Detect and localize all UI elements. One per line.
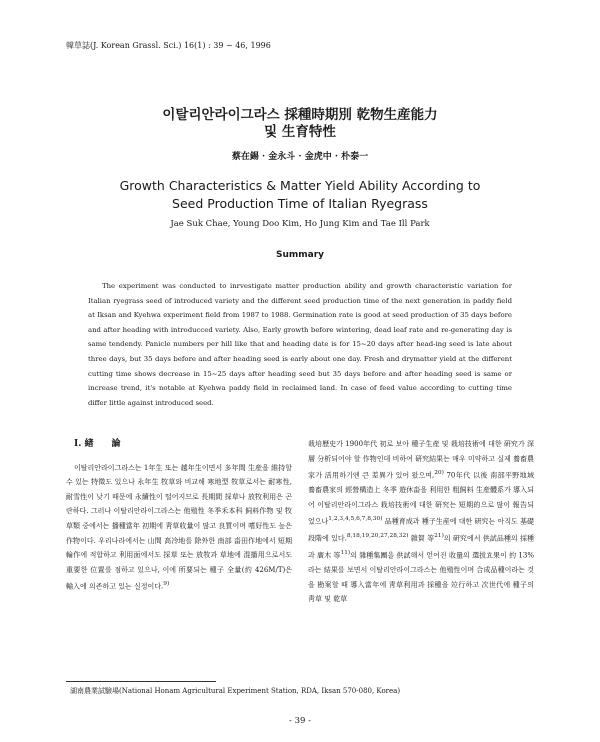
section-heading: I. 緖 論 bbox=[74, 439, 121, 449]
intro-text-right-4: 雜賀 等 bbox=[408, 534, 435, 543]
intro-text-right-1: 栽培歷史가 1900年代 初로 보아 種子生産 및 栽培技術에 대한 硏究가 深層 分析되어야 할 作物인데 비하여 硏究結果는 매우 미약하고 실제 養畜農家가 活用하기엔 큰 差異가 있어 왔으며, bbox=[308, 440, 534, 480]
intro-text-right-2: 70年代 以後 南部平野地域 養畜農家의 經營構造上 冬季 遊休畓을 利用한 粗飼料 生産體系가 導入되어 이탈리안라이그라스 栽培技術에 대한 硏究는 短期的으로 많이 報告되었으나 bbox=[308, 471, 534, 526]
korean-authors: 蔡在錫 · 金永斗 · 金虎中 · 朴泰一 bbox=[231, 152, 369, 162]
summary-heading: Summary bbox=[275, 250, 325, 260]
intro-text-right-3: 品種育成과 種子生産에 대한 硏究는 아직도 基礎 段階에 있다. bbox=[308, 517, 534, 543]
intro-paragraph-right bbox=[308, 437, 534, 607]
intro-text-right-5: 의 硏究에서 供試品種의 採種과 廣木 等 bbox=[308, 534, 534, 560]
english-title bbox=[60, 177, 540, 213]
citation-sup: 9) bbox=[163, 581, 170, 588]
korean-title bbox=[60, 107, 540, 141]
english-title-line-2: Seed Production Time of Italian Ryegrass bbox=[172, 196, 428, 211]
summary-text: The experiment was conducted to inrvestigate matter production ability and growth characteristic variation for Italian ryegrass seed of introduced variety and the different seed production time of the next generation in paddy field at Iksan and Kyehwa experiment field from 1987 to 1988. Germination rate is good at seed production of 35 days before and after heading with introducced variety. Also, Early growth before wintering, dead leaf rate and re-generating day is same tendendy. Panicle numbers per hill like that and heading date is for 15~20 days after head-ing seed is late about three days, but 35 days before and after heading seed is early about one day. Fresh and drymatter yield at the different cutting time shows decrease in 15~25 days after heading seed but 35 days before and after heading seed is same or increase trend, it's notable at Kyehwa paddy field in reclaimed land. In case of feed value according to cutting time differ little against introduced seed. bbox=[88, 282, 512, 407]
intro-text-left: 이탈리안라이그라스는 1年生 또는 越年生이면서 多年間 生産을 維持할 수 있는 特徵도 있으나 永年生 牧草와 비교해 寒地型 牧草로서는 耐寒性, 耐雪性이 낮기 때문에 永續性이 떨어지므로 長期間 採草나 放牧利用은 곤란하다. 그러나 이탈리안라이그라스는 他殖性 冬季禾本科 飼料作物 및 牧草類 중에서는 播種當年 初期에 靑草收量이 많고 良質이며 嗜好性도 높은 作物이다. 우리나라에서는 山間 高冷地를 除外한 南部 畓田作地에서 短期輪作에 적합하고 利用面에서도 採草 또는 放牧과 草地에 混播用으로서도 重要한 位置를 점하고 있으나, 이에 所要되는 種子 全量(約 426M/T)은 輸入에 의존하고 있는 실정이다. bbox=[66, 463, 292, 591]
right-column bbox=[308, 437, 534, 607]
citation-sup-4: 21) bbox=[434, 533, 444, 540]
intro-paragraph-left bbox=[66, 461, 292, 595]
korean-title-line-2: 및 生育特性 bbox=[264, 124, 336, 140]
english-title-line-1: Growth Characteristics & Matter Yield Ability According to bbox=[119, 178, 481, 193]
footnote-divider bbox=[66, 681, 216, 682]
journal-citation: 韓草誌(J. Korean Grassl. Sci.) 16(1) : 39 ~ 46, 1996 bbox=[66, 41, 271, 50]
citation-sup-1: 20) bbox=[434, 470, 444, 477]
page-number: - 39 - bbox=[289, 716, 311, 726]
intro-text-right-6: 의 雜種集團을 供試해서 얻어진 收量의 選拔효果이 約 13%라는 結果를 보면서 이탈리안라이그라스는 他殖性이며 合成品種이라는 것을 勘案할 때 導入當年에 靑草利用과 採種을 竝行하고 次世代에 種子의 靑草 및 乾草 bbox=[308, 551, 534, 604]
citation-sup-5: 11) bbox=[340, 550, 351, 557]
affiliation-footnote: 湖南農業試驗場(National Honam Agricultural Experiment Station, RDA, Iksan 570-080, Korea) bbox=[70, 687, 401, 695]
citation-sup-2: 1,2,3,4,5,6,7,8,30) bbox=[328, 516, 383, 523]
english-authors: Jae Suk Chae, Young Doo Kim, Ho Jung Kim and Tae Ill Park bbox=[170, 219, 430, 229]
left-column bbox=[66, 437, 292, 594]
korean-title-line-1: 이탈리안라이그라스 採種時期別 乾物生産能力 bbox=[162, 107, 438, 123]
citation-sup-3: 8,18,19,20,27,28,32) bbox=[346, 533, 409, 540]
